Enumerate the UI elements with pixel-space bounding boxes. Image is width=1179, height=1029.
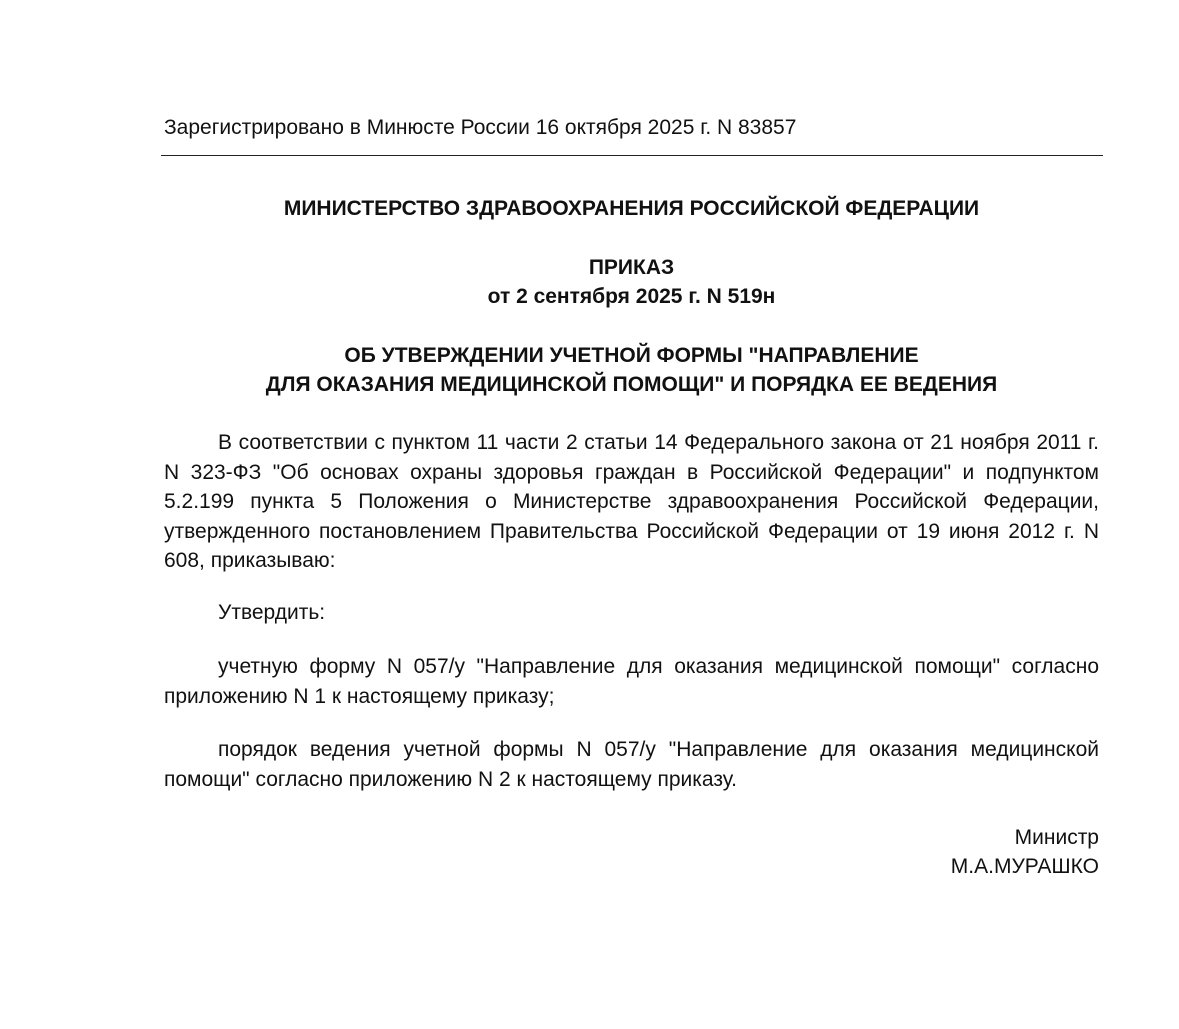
registration-note: Зарегистрировано в Минюсте России 16 октября 2025 г. N 83857 [164, 116, 797, 139]
approved-item-procedure: порядок ведения учетной формы N 057/у "Направление для оказания медицинской помощи" согласно приложению N 2 к настоящему приказу. [164, 738, 1099, 791]
header-divider [161, 155, 1103, 156]
intro-paragraph: В соответствии с пунктом 11 части 2 статьи 14 Федерального закона от 21 ноября 2011 г. N 323-ФЗ "Об основах охраны здоровья граждан в Российской Федерации" и подпунктом 5.2.199 пункта 5 Положения о Министерстве здравоохранения Российской Федерации, утвержденного постановлением Правительства Российской Федерации от 19 июня 2012 г. N 608, приказываю: [164, 431, 1099, 572]
approve-paragraph: Утвердить: [218, 601, 326, 624]
order-subject-line-2: ДЛЯ ОКАЗАНИЯ МЕДИЦИНСКОЙ ПОМОЩИ" И ПОРЯДКА ЕЕ ВЕДЕНИЯ [265, 373, 998, 396]
approved-item-form: учетную форму N 057/у "Направление для оказания медицинской помощи" согласно приложению N 1 к настоящему приказу; [164, 655, 1099, 708]
order-date: от 2 сентября 2025 г. N 519н [487, 285, 776, 308]
order-subject-line-1: ОБ УТВЕРЖДЕНИИ УЧЕТНОЙ ФОРМЫ "НАПРАВЛЕНИЕ [344, 344, 919, 367]
ministry-name: МИНИСТЕРСТВО ЗДРАВООХРАНЕНИЯ РОССИЙСКОЙ ФЕДЕРАЦИИ [283, 197, 980, 220]
signatory-name: М.А.МУРАШКО [950, 855, 1099, 878]
order-title: ПРИКАЗ [588, 256, 675, 279]
signatory-position: Министр [1014, 826, 1099, 849]
